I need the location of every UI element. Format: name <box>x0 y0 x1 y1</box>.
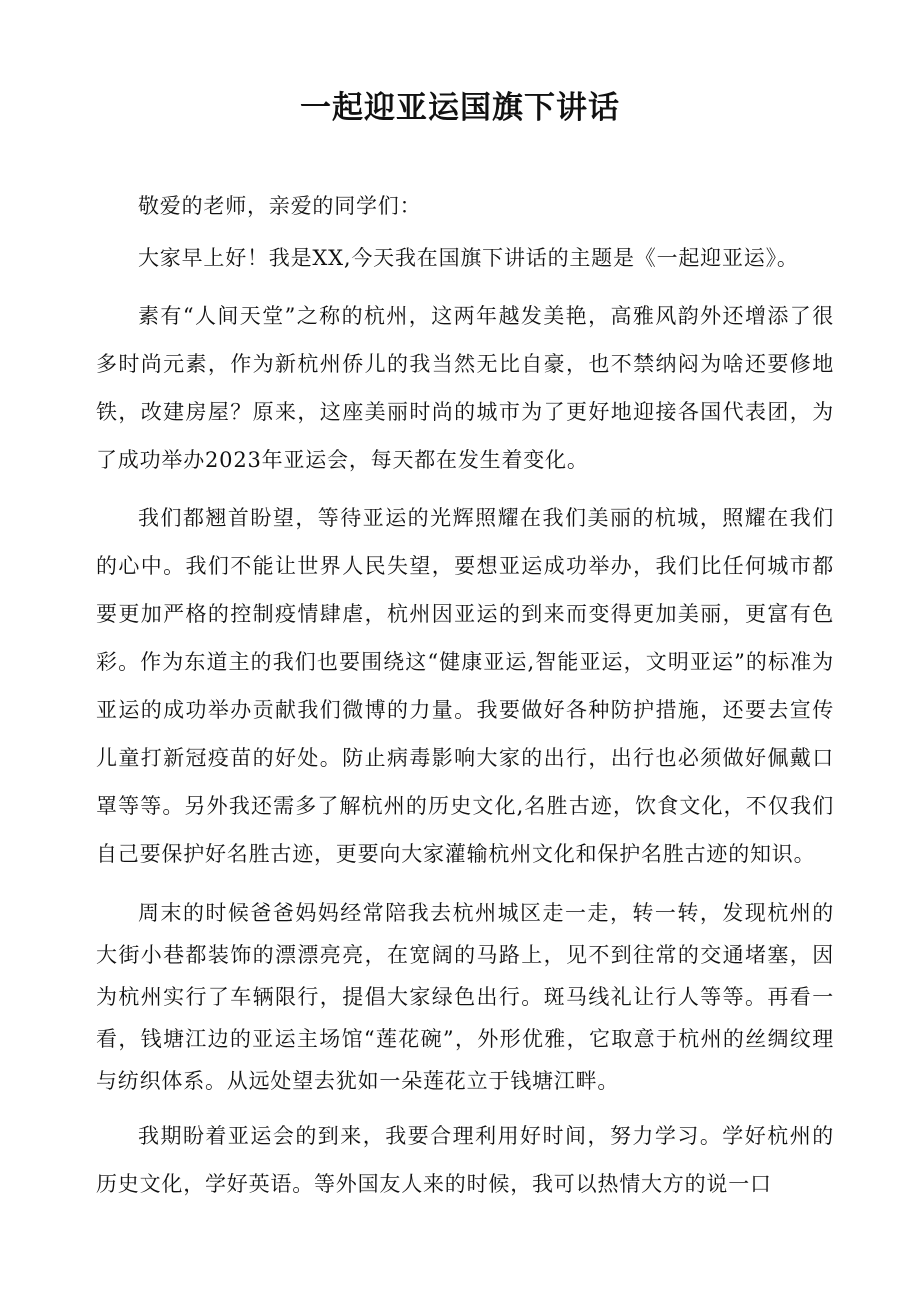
document-title: 一起迎亚运国旗下讲话 <box>300 90 620 126</box>
weekend-paragraph: 周末的时候爸爸妈妈经常陪我去杭州城区走一走，转一转，发现杭州的大街小巷都装饰的漂漂亮亮，在宽阔的马路上，见不到往常的交通堵塞，因为杭州实行了车辆限行，提倡大家绿色出行。斑马线礼让行人等等。再看一看，钱塘江边的亚运主场馆“莲花碗”，外形优雅，它取意于杭州的丝绸纹理与纺织体系。从远处望去犹如一朵莲花立于钱塘江畔。 <box>96 901 834 1093</box>
expectation-paragraph: 我们都翘首盼望，等待亚运的光辉照耀在我们美丽的杭城，照耀在我们的心中。我们不能让世界人民失望，要想亚运成功举办，我们比任何城市都要更加严格的控制疫情肆虐，杭州因亚运的到来而变得更加美丽，更富有色彩。作为东道主的我们也要围绕这“健康亚运,智能亚运，文明亚运”的标准为亚运的成功举办贡献我们微博的力量。我要做好各种防护措施，还要去宣传儿童打新冠疫苗的好处。防止病毒影响大家的出行，出行也必须做好佩戴口罩等等。另外我还需多了解杭州的历史文化,名胜古迹，饮食文化，不仅我们自己要保护好名胜古迹，更要向大家灌输杭州文化和保护名胜古迹的知识。 <box>96 506 834 866</box>
greeting-paragraph: 敬爱的老师，亲爱的同学们： <box>138 194 422 218</box>
hangzhou-paragraph: 素有“人间天堂”之称的杭州，这两年越发美艳，高雅风韵外还增添了很多时尚元素，作为新杭州侨儿的我当然无比自豪，也不禁纳闷为啥还要修地铁，改建房屋？原来，这座美丽时尚的城市为了更好地迎接各国代表团，为了成功举办2023年亚运会，每天都在发生着变化。 <box>96 304 834 472</box>
closing-paragraph: 我期盼着亚运会的到来，我要合理利用好时间，努力学习。学好杭州的历史文化，学好英语。等外国友人来的时候，我可以热情大方的说一口 <box>96 1124 834 1196</box>
document-body <box>96 182 834 1218</box>
intro-paragraph: 大家早上好！我是XX,今天我在国旗下讲话的主题是《一起迎亚运》。 <box>138 246 799 270</box>
